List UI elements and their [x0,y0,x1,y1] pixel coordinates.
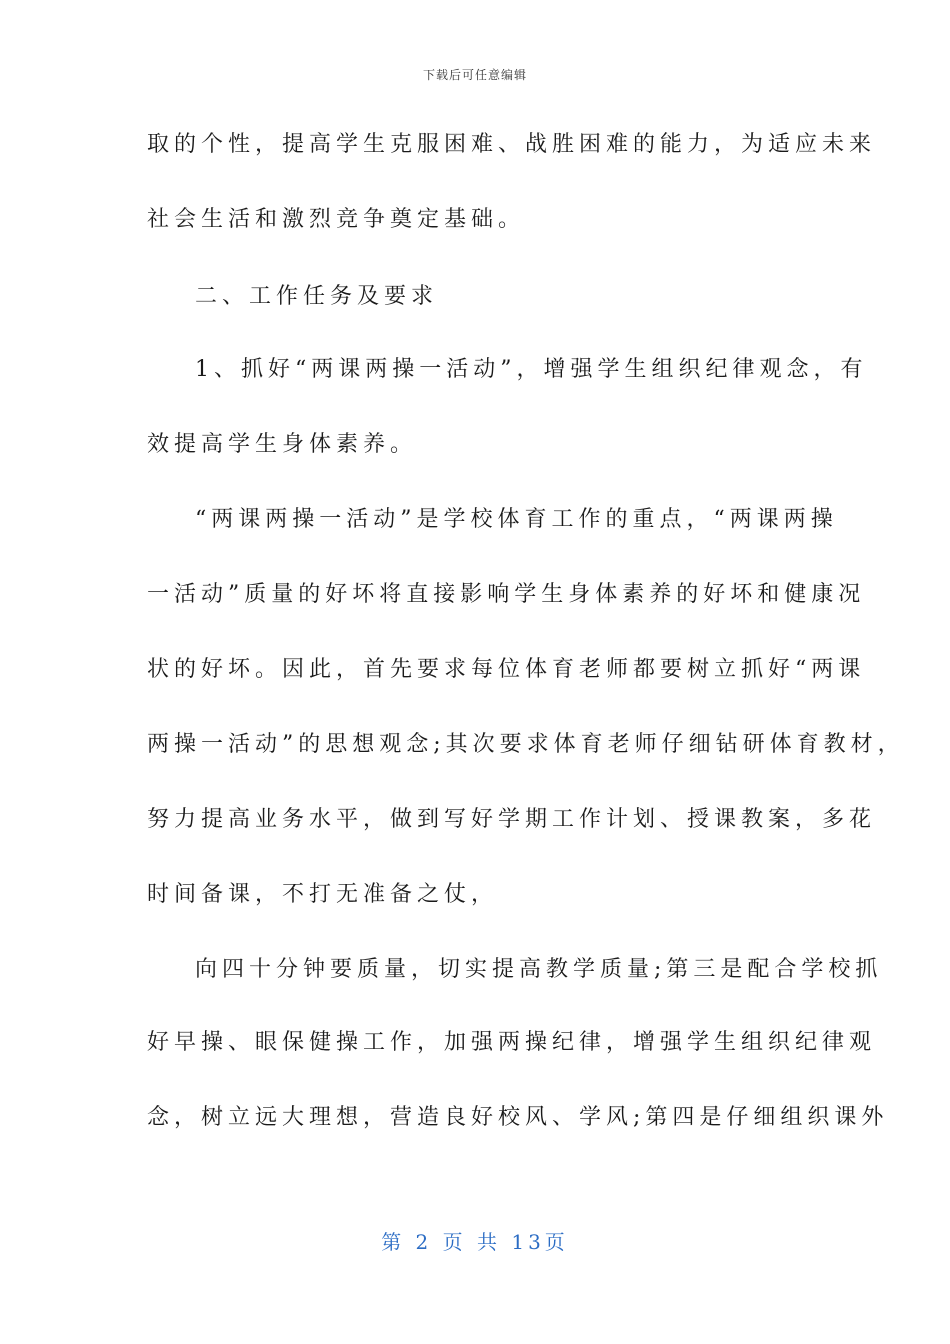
paragraph-line: 状的好坏。因此，首先要求每位体育老师都要树立抓好“两课 [147,657,866,682]
paragraph-line: “两课两操一活动”是学校体育工作的重点，“两课两操 [195,507,838,532]
paragraph-line: 好早操、眼保健操工作，加强两操纪律，增强学生组织纪律观 [147,1030,877,1055]
paragraph-line: 效提高学生身体素养。 [147,432,418,457]
page-number: 第 2 页 共 13页 [381,1230,569,1254]
section-heading: 二、工作任务及要求 [195,284,439,309]
paragraph-line: 取的个性，提高学生克服困难、战胜困难的能力，为适应未来 [147,132,877,157]
paragraph-line: 两操一活动”的思想观念;其次要求体育老师仔细钻研体育教材， [147,732,905,757]
paragraph-line: 努力提高业务水平，做到写好学期工作计划、授课教案，多花 [147,807,877,832]
page-header: 下载后可任意编辑 [422,68,527,82]
paragraph-line: 1、抓好“两课两操一活动”，增强学生组织纪律观念，有 [195,357,868,382]
paragraph-line: 社会生活和激烈竞争奠定基础。 [147,207,526,232]
paragraph-line: 向四十分钟要质量，切实提高教学质量;第三是配合学校抓 [195,957,883,982]
paragraph-line: 一活动”质量的好坏将直接影响学生身体素养的好坏和健康况 [147,582,866,607]
paragraph-line: 时间备课，不打无准备之仗， [147,882,499,907]
paragraph-line: 念，树立远大理想，营造良好校风、学风;第四是仔细组织课外 [147,1105,889,1130]
